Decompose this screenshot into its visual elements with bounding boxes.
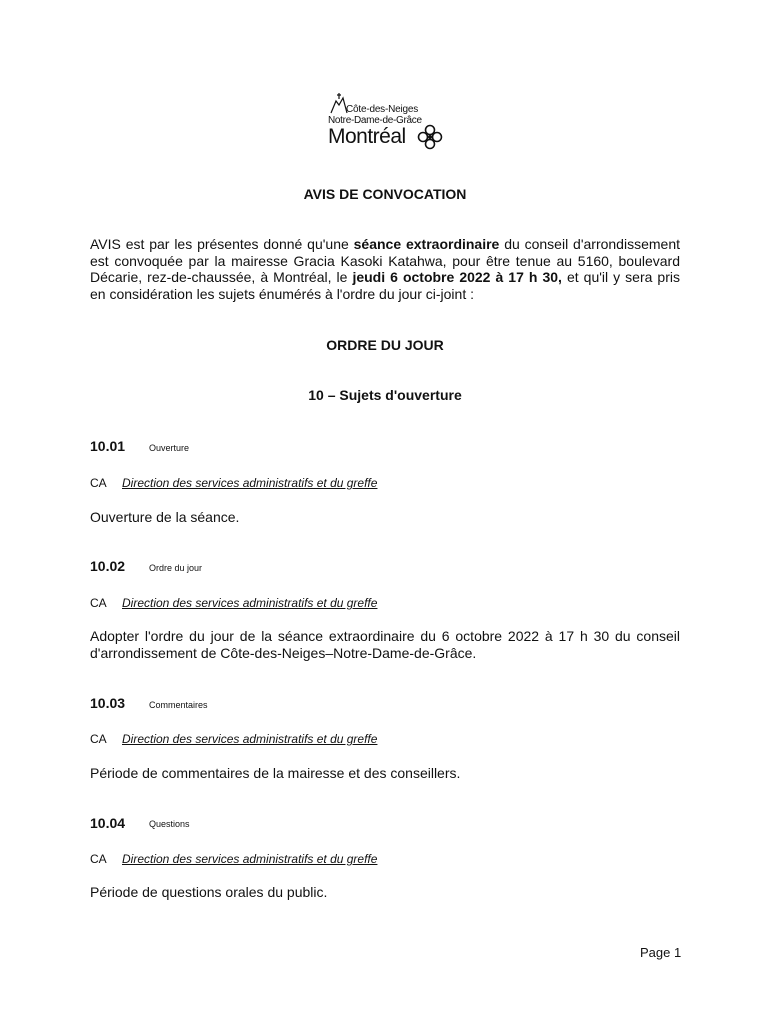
- logo-line-1: Côte-des-Neiges: [346, 104, 419, 115]
- intro-text-2: du conseil d'arrondissement est convoquée par la mairesse Gracia Kasoki Katahwa, pour être tenue au 5160, boulevard Décarie, rez-de-chaussée, à Montréal, le: [90, 236, 680, 285]
- logo-line-3: Montréal: [328, 125, 406, 148]
- item-title: Ordre du jour: [149, 563, 203, 573]
- item-ca: CA: [90, 732, 107, 746]
- intro-bold-session: séance extraordinaire: [353, 236, 500, 252]
- item-direction: Direction des services administratifs et du greffe: [122, 732, 378, 746]
- item-title: Questions: [149, 819, 190, 829]
- item-ca: CA: [90, 852, 107, 866]
- intro-text-3: et qu'il y sera pris en considération les sujets énumérés à l'ordre du jour ci-joint :: [90, 269, 680, 302]
- rosette-icon: [417, 124, 443, 150]
- intro-text-1: AVIS est par les présentes donné qu'une: [90, 236, 354, 252]
- page-title: AVIS DE CONVOCATION: [303, 186, 467, 202]
- item-direction: Direction des services administratifs et du greffe: [122, 476, 378, 490]
- item-title: Ouverture: [149, 443, 190, 453]
- item-number: 10.03: [90, 695, 126, 711]
- montreal-logo: [326, 92, 446, 152]
- page-number: Page 1: [640, 945, 682, 960]
- item-number: 10.02: [90, 558, 126, 574]
- item-title: Commentaires: [149, 700, 208, 710]
- intro-bold-date: jeudi 6 octobre 2022 à 17 h 30,: [352, 269, 562, 285]
- item-ca: CA: [90, 476, 107, 490]
- section-heading: 10 – Sujets d'ouverture: [308, 387, 462, 403]
- logo-line-2: Notre-Dame-de-Grâce: [328, 115, 422, 126]
- item-ca: CA: [90, 596, 107, 610]
- item-direction: Direction des services administratifs et du greffe: [122, 852, 378, 866]
- item-description: Période de questions orales du public.: [90, 884, 328, 900]
- item-description: Adopter l'ordre du jour de la séance extraordinaire du 6 octobre 2022 à 17 h 30 du conseil d'arrondissement de Côte-des-Neiges–Notre-Dame-de-Grâce.: [90, 628, 680, 661]
- item-description: Période de commentaires de la mairesse et des conseillers.: [90, 765, 461, 781]
- agenda-heading: ORDRE DU JOUR: [326, 337, 444, 353]
- item-direction: Direction des services administratifs et du greffe: [122, 596, 378, 610]
- item-number: 10.01: [90, 438, 126, 454]
- intro-paragraph: [90, 236, 680, 302]
- item-number: 10.04: [90, 815, 126, 831]
- item-description: Ouverture de la séance.: [90, 509, 240, 525]
